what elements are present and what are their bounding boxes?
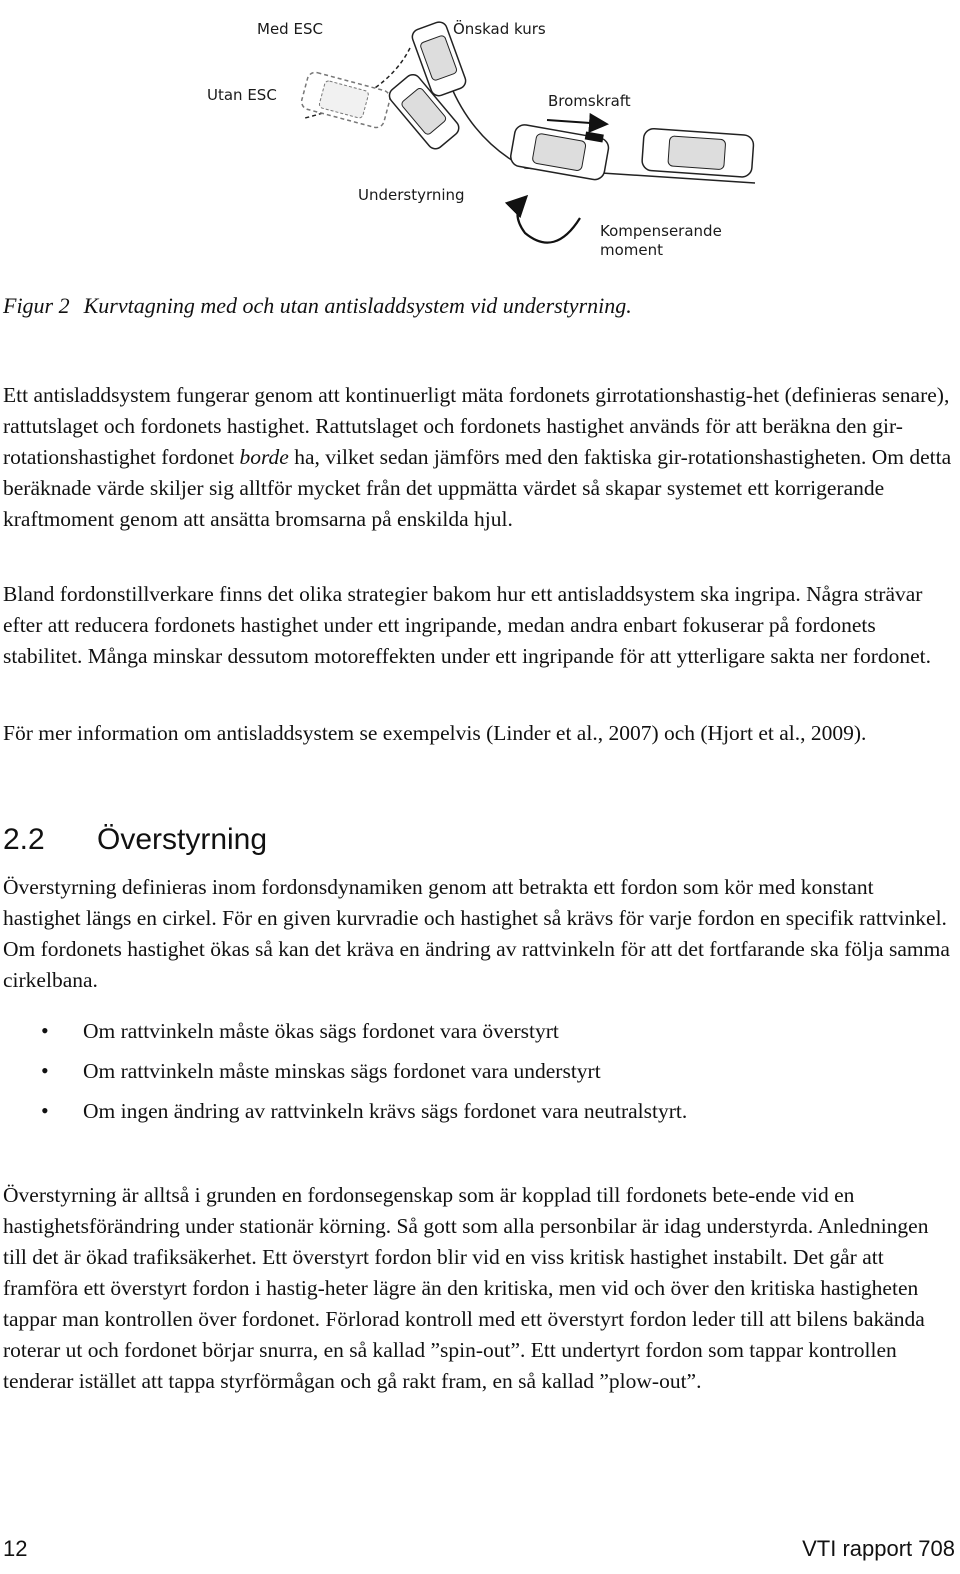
list-item: • Om ingen ändring av rattvinkeln krävs sägs fordonet vara neutralstyrt. (3, 1091, 953, 1131)
compensating-moment-arrow (518, 198, 581, 243)
figure-caption (3, 290, 953, 322)
paragraph-emphasis: borde (239, 445, 289, 469)
label-understyrning: Understyrning (358, 186, 465, 204)
figure-number: Figur 2 (3, 293, 70, 318)
paragraph-oversteer-definition: Överstyrning definieras inom fordonsdynamiken genom att betrakta ett fordon som kör med konstant hastighet längs en cirkel. För en given kurvradie och hastighet så krävs för varje fordon en specifik rattvinkel. Om fordonets hastighet ökas så kan det kräva en ändring av rattvinkeln för att det fortfarande ska följa samma cirkelbana. (3, 875, 950, 992)
label-moment: moment (600, 241, 664, 259)
label-utan-esc: Utan ESC (207, 86, 277, 104)
brake-force-arrow (547, 120, 605, 124)
paragraph-text: Ett antisladdsystem fungerar genom att kontinuerligt mäta fordonets girrotationshastig-het (definieras senare), rattutslaget och fordonets hastighet. Rattutslaget och fordonets hastighet används för att beräkna den gir-rotationshastighet fordonet (3, 383, 950, 469)
page-number: 12 (3, 1536, 28, 1561)
figure-caption-text: Kurvtagning med och utan antisladdsystem vid understyrning. (83, 293, 632, 318)
label-onskad-kurs: Önskad kurs (453, 20, 546, 38)
list-item: • Om rattvinkeln måste ökas sägs fordonet vara överstyrt (3, 1011, 953, 1051)
esc-diagram (195, 8, 765, 280)
section-number: 2.2 (3, 823, 45, 856)
section-title: Överstyrning (97, 823, 268, 856)
car-icon-right (641, 128, 754, 178)
car-icon-braking (509, 119, 611, 181)
report-name: VTI rapport 708 (802, 1536, 955, 1561)
esc-cornering-figure (195, 8, 765, 280)
paragraph-esc-function (3, 380, 955, 535)
paragraph-oversteer-explanation: Överstyrning är alltså i grunden en fordonsegenskap som är kopplad till fordonets bete-ende vid en hastighetsförändring under stationär körning. Så gott som alla personbilar är idag understyrda. Anledningen till det är ökad trafiksäkerhet. Ett överstyrt fordon blir vid en viss kritisk hastighet instabilt. Det går att framföra ett överstyrt fordon i hastig-heter lägre än den kritiska, men vid och över den kritiska hastigheten tappar man kontrollen över fordonet. Förlorad kontroll med ett överstyrt fordon leder till att bilens bakända roterar ut och fordonet börjar snurra, en så kallad ”spin-out”. Ett undertyrt fordon som tappar kontrollen tenderar istället att tappa styrförmågan och gå rakt fram, en så kallad ”plow-out”. (3, 1183, 929, 1393)
label-med-esc: Med ESC (257, 20, 323, 38)
paragraph-references: För mer information om antisladdsystem se exempelvis (Linder et al., 2007) och (Hjort et al., 2009). (3, 721, 867, 745)
car-icon-ghost (300, 71, 392, 130)
list-item: • Om rattvinkeln måste minskas sägs fordonet vara understyrt (3, 1051, 953, 1091)
paragraph-strategies: Bland fordonstillverkare finns det olika strategier bakom hur ett antisladdsystem ska ingripa. Några strävar efter att reducera fordonets hastighet under ett ingripande, medan andra enbart fokuserar på fordonets stabilitet. Många minskar dessutom motoreffekten under ett ingripande för att ytterligare sakta ner fordonet. (3, 582, 931, 668)
label-bromskraft: Bromskraft (548, 92, 631, 110)
paragraph-text: ha, vilket sedan jämförs med den faktiska gir-rotationshastigheten. Om detta beräknade värde skiljer sig alltför mycket från det uppmätta värdet så skapar systemet ett korrigerande kraftmoment genom att ansätta bromsarna på enskilda hjul. (3, 445, 952, 531)
section-heading (3, 820, 267, 860)
steering-bullet-list (3, 1011, 953, 1131)
label-kompenserande: Kompenserande (600, 222, 722, 240)
